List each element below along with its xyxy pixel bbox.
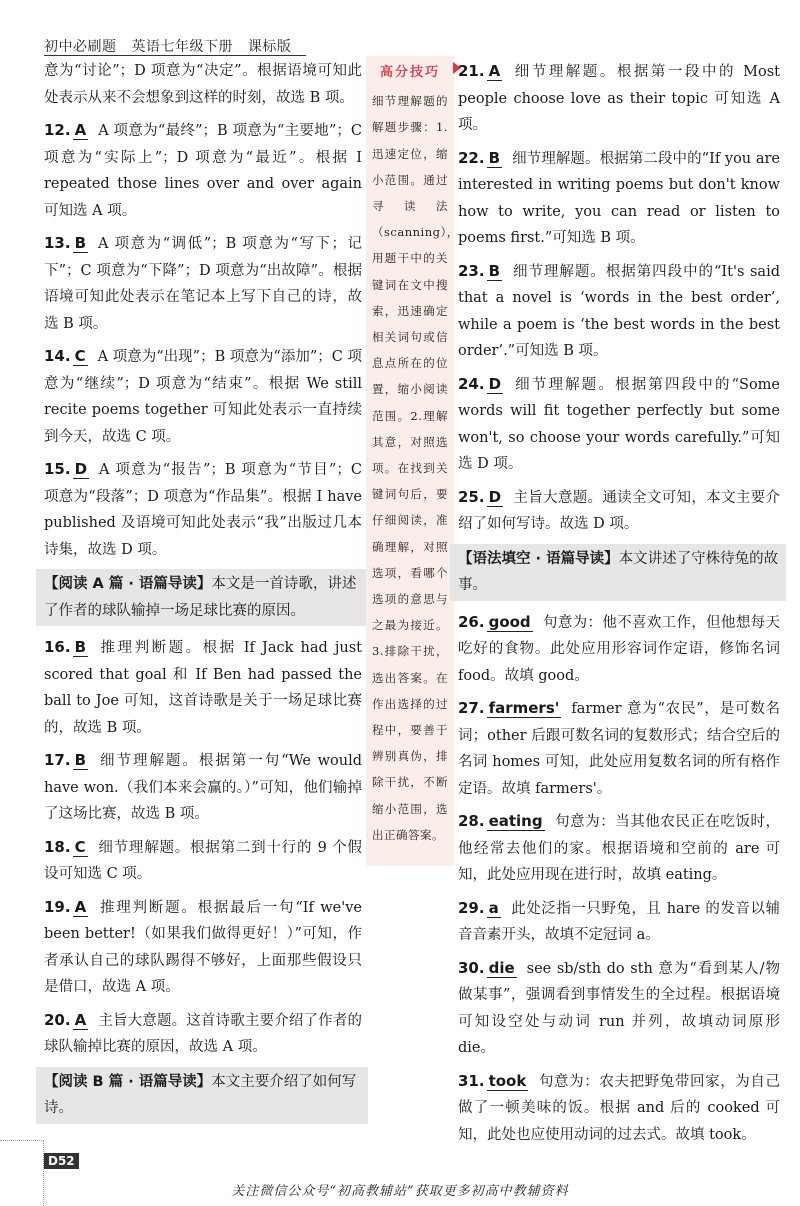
answer-item: 19. A 推理判断题。根据最后一句“If we've been better!（如果我们做得更好！）”可知，作者承认自己的球队踢得不够好，上面那些假设只是借口，故选 A 项。 bbox=[44, 897, 362, 995]
answer-list-left-2 bbox=[44, 634, 362, 1061]
reading-a-guide: 【阅读 A 篇 · 语篇导读】本文是一首诗歌，讲述了作者的球队输掉一场足球比赛的原因。 bbox=[36, 569, 368, 626]
answer-key: C bbox=[74, 837, 86, 856]
answer-explanation: 细节理解题。根据第四段中的“Some words will fit together perfectly but some won't, so choose your words carefully.”可知选 D 项。 bbox=[458, 376, 780, 472]
answer-explanation: see sb/sth do sth 意为“看到某人/物做某事”，强调看到事情发生的全过程。根据语境可知设空处与动词 run 并列，故填动词原形 die。 bbox=[458, 960, 780, 1056]
answer-explanation: 主旨大意题。通读全文可知，本文主要介绍了如何写诗。故选 D 项。 bbox=[458, 489, 780, 532]
answer-item: 30. die see sb/sth do sth 意为“看到某人/物做某事”，强调看到事情发生的全过程。根据语境可知设空处与动词 run 并列，故填动词原形 die。 bbox=[458, 958, 780, 1056]
answer-item: 25. D 主旨大意题。通读全文可知，本文主要介绍了如何写诗。故选 D 项。 bbox=[458, 487, 780, 532]
running-header bbox=[44, 36, 301, 56]
answer-item: 15. D A 项意为“报告”；B 项意为“节目”；C 项意为“段落”；D 项意为“作品集”。根据 I have published 及语境可知此处表示“我”出版过几本诗集，故选 D 项。 bbox=[44, 460, 362, 558]
answer-item: 13. B A 项意为“调低”；B 项意为“写下；记下”；C 项意为“下降”；D 项意为“出故障”。根据语境可知此处表示在笔记本上写下自己的诗，故选 B 项。 bbox=[44, 234, 362, 332]
footer-notice: 关注微信公众号“初高教辅站”获取更多初高中教辅资料 bbox=[231, 1184, 569, 1199]
answer-explanation: A 项意为“报告”；B 项意为“节目”；C 项意为“段落”；D 项意为“作品集”。根据 I have published 及语境可知此处表示“我”出版过几本诗集，故选 D 项。 bbox=[44, 462, 362, 558]
answer-item: 17. B 细节理解题。根据第一句“We would have won.（我们本来会赢的。）”可知，他们输掉了这场比赛，故选 B 项。 bbox=[44, 751, 362, 822]
answer-explanation: 推理判断题。根据最后一句“If we've been better!（如果我们做得更好！）”可知，作者承认自己的球队踢得不够好，上面那些假设只是借口，故选 A 项。 bbox=[44, 899, 362, 995]
answer-item: 26. good 句意为：他不喜欢工作，但他想每天吃好的食物。此处应用形容词作定语，修饰名词 food。故填 good。 bbox=[458, 612, 780, 684]
tips-text: 细节理解题的解题步骤：1.迅速定位，缩小范围。通过寻读法（scanning），用题干中的关键词在文中搜索，迅速确定相关词句或信息点所在的位置，缩小阅读范围。2.理解其意，对照选项。在找到关键词句后，要仔细阅读，准确理解，对照选项，看哪个选项的意思与之最为接近。3.排除干扰，选出答案。在作出选择的过程中，要善于辨别真伪，排除干扰，不断缩小范围，选出正确答案。 bbox=[372, 94, 459, 842]
answer-item: 12. A A 项意为“最终”；B 项意为“主要地”；C 项意为“实际上”；D 项意为“最近”。根据 I repeated those lines over and over again 可知选 A 项。 bbox=[44, 121, 362, 219]
continued-explanation: 意为“讨论”；D 项意为“决定”。根据语境可知此处表示从来不会想象到这样的时刻，故选 B 项。 bbox=[44, 63, 362, 106]
tips-sidebar bbox=[366, 56, 459, 866]
answer-explanation: 句意为：当其他农民正在吃饭时，他经常去他们的家。根据语境和空前的 are 可知，此处应用现在进行时，故填 eating。 bbox=[458, 814, 780, 883]
answer-item: 23. B 细节理解题。根据第四段中的“It's said that a novel is ‘words in the best order’, while a poem is ‘the best words in the best order’.”可知选 B 项。 bbox=[458, 261, 780, 359]
answer-explanation: farmer 意为“农民”，是可数名词；other 后跟可数名词的复数形式；结合空后的名词 homes 可知，此处应用复数名词的所有格作定语。故填 farmers'。 bbox=[458, 701, 780, 797]
series-title: 初中必刷题 bbox=[44, 39, 117, 55]
answer-key: took bbox=[488, 1071, 527, 1090]
answer-item: 31. took 句意为：农夫把野兔带回家，为自己做了一顿美味的饭。根据 and 后的 cooked 可知，此处也应使用动词的过去式。故填 took。 bbox=[458, 1071, 780, 1143]
edition-label: 课标版 bbox=[247, 39, 292, 55]
answer-explanation: 推理判断题。根据 If Jack had just scored that goal 和 If Ben had passed the ball to Joe 可知，这首诗歌是关于一场足球比赛的，故选 B 项。 bbox=[44, 640, 362, 736]
answer-list-right-2 bbox=[458, 609, 780, 1149]
grammar-fill-guide: 【语法填空 · 语篇导读】本文讲述了守株待兔的故事。 bbox=[450, 544, 786, 601]
answer-item: 29. a 此处泛指一只野兔，且 hare 的发音以辅音音素开头，故填不定冠词 a。 bbox=[458, 898, 780, 943]
answer-key: B bbox=[488, 148, 501, 167]
answer-item: 20. A 主旨大意题。这首诗歌主要介绍了作者的球队输掉比赛的原因，故选 A 项。 bbox=[44, 1010, 362, 1055]
reading-b-guide: 【阅读 B 篇 · 语篇导读】本文主要介绍了如何写诗。 bbox=[36, 1067, 368, 1124]
answer-key: D bbox=[488, 487, 502, 506]
answer-key: a bbox=[488, 898, 499, 917]
answer-explanation: 细节理解题。根据第一段中的 Most people choose love as their topic 可知选 A 项。 bbox=[458, 64, 780, 133]
left-column bbox=[44, 58, 362, 1132]
answer-explanation: 细节理解题。根据第二段中的“If you are interested in writing poems but don't know how to write, you can read or listen to poems first.”可知选 B 项。 bbox=[458, 150, 780, 246]
answer-explanation: 细节理解题。根据第四段中的“It's said that a novel is ‘words in the best order’, while a poem is ‘the best words in the best order’.”可知选 B 项。 bbox=[458, 263, 780, 359]
answer-explanation: 句意为：他不喜欢工作，但他想每天吃好的食物。此处应用形容词作定语，修饰名词 food。故填 good。 bbox=[458, 614, 780, 684]
answer-item: 22. B 细节理解题。根据第二段中的“If you are interested in writing poems but don't know how to write, you can read or listen to poems first.”可知选 B 项。 bbox=[458, 148, 780, 246]
answer-key: D bbox=[488, 374, 502, 393]
answer-key: die bbox=[488, 958, 515, 977]
answer-item: 21. A 细节理解题。根据第一段中的 Most people choose love as their topic 可知选 A 项。 bbox=[458, 62, 780, 133]
answer-item: 16. B 推理判断题。根据 If Jack had just scored that goal 和 If Ben had passed the ball to Joe 可知，这首诗歌是关于一场足球比赛的，故选 B 项。 bbox=[44, 638, 362, 736]
answer-key: eating bbox=[488, 812, 543, 830]
answer-explanation: A 项意为“最终”；B 项意为“主要地”；C 项意为“实际上”；D 项意为“最近”。根据 I repeated those lines over and over again 可知选 A 项。 bbox=[44, 123, 362, 219]
header-rule bbox=[44, 55, 306, 56]
right-column bbox=[458, 58, 780, 1154]
answer-key: farmers' bbox=[488, 699, 560, 717]
answer-item: 28. eating 句意为：当其他农民正在吃饭时，他经常去他们的家。根据语境和空前的 are 可知，此处应用现在进行时，故填 eating。 bbox=[458, 812, 780, 883]
answer-key: A bbox=[488, 62, 501, 80]
answer-explanation: 句意为：农夫把野兔带回家，为自己做了一顿美味的饭。根据 and 后的 cooked 可知，此处也应使用动词的过去式。故填 took。 bbox=[458, 1073, 780, 1143]
answer-list-left-1 bbox=[44, 117, 362, 563]
answer-item: 14. C A 项意为“出现”；B 项意为“添加”；C 项意为“继续”；D 项意为“结束”。根据 We still recite poems together 可知此处表示一直持续到今天，故选 C 项。 bbox=[44, 347, 362, 445]
answer-item: 18. C 细节理解题。根据第二到十行的 9 个假设可知选 C 项。 bbox=[44, 837, 362, 882]
answer-item: 24. D 细节理解题。根据第四段中的“Some words will fit together perfectly but some won't, so choose your words carefully.”可知选 D 项。 bbox=[458, 374, 780, 472]
answer-explanation: 此处泛指一只野兔，且 hare 的发音以辅音音素开头，故填不定冠词 a。 bbox=[458, 900, 780, 943]
answer-key: good bbox=[488, 612, 531, 631]
answer-key: B bbox=[74, 638, 87, 656]
answer-explanation: A 项意为“调低”；B 项意为“写下；记下”；C 项意为“下降”；D 项意为“出故障”。根据语境可知此处表示在笔记本上写下自己的诗，故选 B 项。 bbox=[44, 236, 362, 332]
answer-key: B bbox=[74, 751, 87, 769]
answer-list-right-1 bbox=[458, 58, 780, 538]
answer-explanation: 细节理解题。根据第一句“We would have won.（我们本来会赢的。）”可知，他们输掉了这场比赛，故选 B 项。 bbox=[44, 753, 362, 822]
page-number: D52 bbox=[44, 1153, 79, 1169]
answer-key: D bbox=[74, 460, 88, 478]
answer-explanation: A 项意为“出现”；B 项意为“添加”；C 项意为“继续”；D 项意为“结束”。根据 We still recite poems together 可知此处表示一直持续到今天，故选 C 项。 bbox=[44, 349, 362, 445]
subject-title: 英语七年级下册 bbox=[131, 39, 233, 55]
answer-item: 27. farmers' farmer 意为“农民”，是可数名词；other 后跟可数名词的复数形式；结合空后的名词 homes 可知，此处应用复数名词的所有格作定语。故填 farmers'。 bbox=[458, 699, 780, 797]
answer-explanation: 主旨大意题。这首诗歌主要介绍了作者的球队输掉比赛的原因，故选 A 项。 bbox=[44, 1012, 362, 1055]
answer-key: A bbox=[74, 897, 87, 916]
answer-key: A bbox=[74, 121, 87, 139]
answer-key: A bbox=[74, 1010, 87, 1029]
tips-title: 高分技巧 bbox=[379, 65, 440, 80]
answer-explanation: 细节理解题。根据第二到十行的 9 个假设可知选 C 项。 bbox=[44, 839, 362, 882]
answer-key: C bbox=[74, 347, 86, 365]
answer-key: B bbox=[488, 261, 501, 280]
answer-key: B bbox=[74, 234, 87, 252]
